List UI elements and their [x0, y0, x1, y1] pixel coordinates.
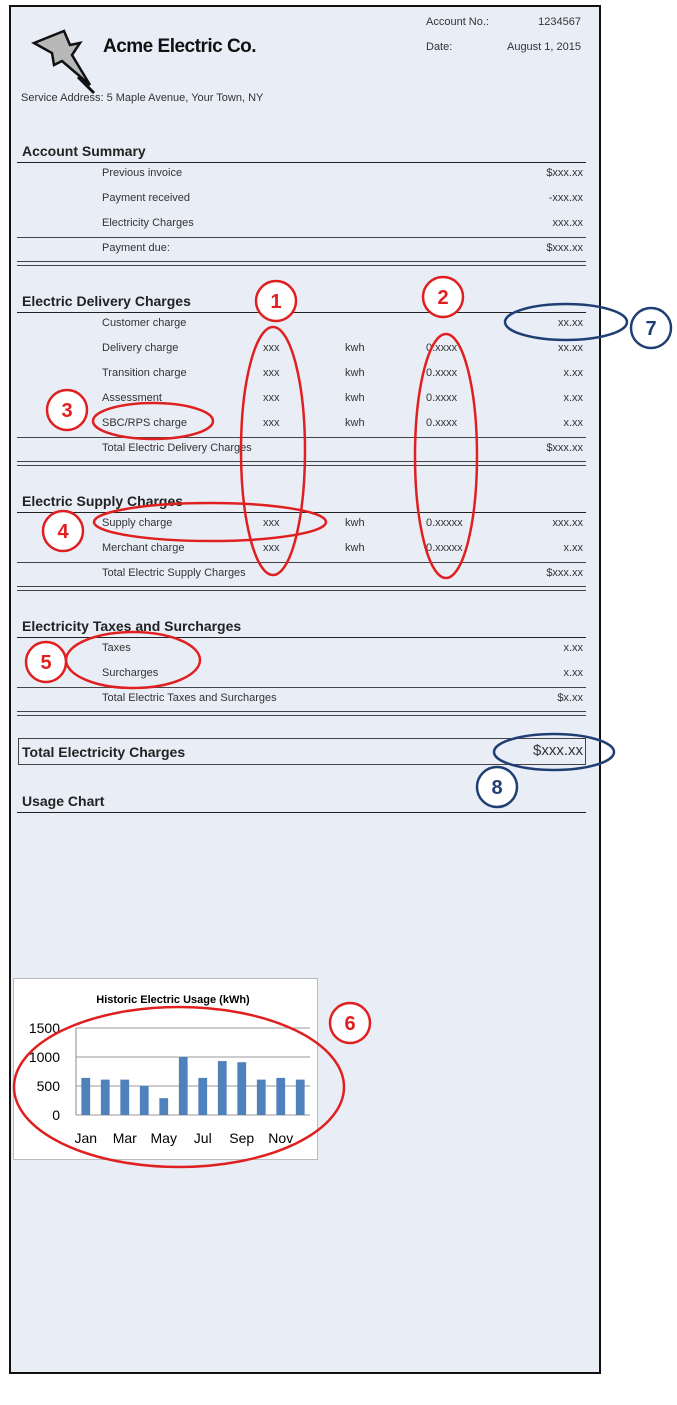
annot-number-5: 5 [40, 652, 52, 674]
delivery-row-label: Assessment [102, 392, 162, 404]
annot-ellipse-sbc-charge [93, 403, 213, 439]
usage-chart-title: Usage Chart [22, 793, 105, 809]
taxes-row-amount: x.xx [563, 667, 583, 679]
supply-row-qty: xxx [263, 517, 280, 529]
taxes-row-amount: x.xx [563, 642, 583, 654]
annot-ellipse-total [494, 734, 614, 770]
supply-row-rate: 0.xxxxx [426, 517, 463, 529]
taxes-row-label: Taxes [102, 642, 131, 654]
delivery-row-qty: xxx [263, 367, 280, 379]
delivery-row-unit: kwh [345, 342, 365, 354]
annot-number-2: 2 [437, 287, 449, 309]
payment-due-label: Payment due: [102, 242, 170, 254]
summary-row-label: Payment received [102, 192, 191, 204]
payment-due-amount: $xxx.xx [546, 242, 583, 254]
summary-row-amount: xxx.xx [552, 217, 583, 229]
account-number-label: Account No.: [426, 16, 489, 28]
delivery-row-unit: kwh [345, 417, 365, 429]
annot-ellipse-chart [14, 1007, 344, 1167]
chart-x-tick-label: May [150, 1130, 177, 1146]
supply-row-unit: kwh [345, 542, 365, 554]
taxes-row-label: Surcharges [102, 667, 159, 679]
delivery-row-label: SBC/RPS charge [102, 417, 187, 429]
taxes-total-amount: $x.xx [557, 692, 583, 704]
chart-x-tick-label: Mar [112, 1130, 137, 1146]
annot-number-6: 6 [344, 1013, 356, 1035]
annot-ellipse-customer-charge [505, 304, 627, 340]
delivery-row-qty: xxx [263, 342, 280, 354]
annot-number-8: 8 [491, 777, 503, 799]
date-label: Date: [426, 41, 453, 53]
annot-ellipse-supply-charge [94, 503, 326, 541]
total-charges-label: Total Electricity Charges [22, 744, 186, 760]
company-name: Acme Electric Co. [103, 36, 257, 57]
delivery-row-rate: 0.xxxx [426, 392, 458, 404]
supply-row-amount: x.xx [563, 542, 583, 554]
chart-x-tick-label: Jan [74, 1130, 98, 1146]
delivery-row-qty: xxx [263, 417, 280, 429]
delivery-row-unit: kwh [345, 392, 365, 404]
delivery-row-unit: kwh [345, 367, 365, 379]
account-number-value: 1234567 [538, 16, 581, 28]
supply-title: Electric Supply Charges [22, 493, 184, 509]
delivery-row-label: Delivery charge [102, 342, 179, 354]
summary-row-amount: $xxx.xx [546, 167, 583, 179]
supply-total-label: Total Electric Supply Charges [102, 567, 246, 579]
chart-x-tick-label: Sep [229, 1130, 255, 1146]
supply-row-label: Merchant charge [102, 542, 185, 554]
delivery-row-amount: xx.xx [557, 342, 583, 354]
taxes-total-label: Total Electric Taxes and Surcharges [102, 692, 277, 704]
delivery-total-amount: $xxx.xx [546, 442, 583, 454]
delivery-row-label: Customer charge [102, 317, 187, 329]
total-charges-amount: $xxx.xx [532, 742, 583, 759]
date-value: August 1, 2015 [506, 41, 581, 53]
delivery-row-amount: x.xx [563, 417, 583, 429]
chart-y-tick-label: 0 [52, 1107, 60, 1123]
delivery-row-rate: 0.xxxx [426, 367, 458, 379]
supply-row-amount: xxx.xx [552, 517, 583, 529]
annot-number-1: 1 [270, 291, 282, 313]
supply-row-unit: kwh [345, 517, 365, 529]
delivery-row-rate: 0.xxxx [426, 417, 458, 429]
summary-row-amount: -xxx.xx [548, 192, 583, 204]
account-summary-title: Account Summary [22, 143, 146, 159]
delivery-row-amount: x.xx [563, 392, 583, 404]
chart-title: Historic Electric Usage (kWh) [96, 994, 250, 1006]
supply-total-amount: $xxx.xx [546, 567, 583, 579]
supply-row-label: Supply charge [102, 517, 173, 529]
chart-y-tick-label: 1500 [28, 1020, 60, 1036]
annot-ellipse-taxes [66, 632, 200, 688]
annot-number-7: 7 [645, 318, 657, 340]
summary-row-label: Previous invoice [102, 167, 183, 179]
chart-y-tick-label: 1000 [28, 1049, 60, 1065]
summary-row-label: Electricity Charges [102, 217, 194, 229]
annot-number-3: 3 [61, 400, 73, 422]
delivery-total-label: Total Electric Delivery Charges [102, 442, 252, 454]
supply-row-qty: xxx [263, 542, 280, 554]
delivery-row-amount: xx.xx [557, 317, 583, 329]
annot-number-4: 4 [57, 521, 69, 543]
chart-x-tick-label: Nov [268, 1130, 294, 1146]
taxes-title: Electricity Taxes and Surcharges [22, 618, 242, 634]
delivery-row-qty: xxx [263, 392, 280, 404]
delivery-title: Electric Delivery Charges [22, 293, 191, 309]
delivery-row-rate: 0.xxxx [426, 342, 458, 354]
chart-y-tick-label: 500 [36, 1078, 60, 1094]
service-address: Service Address: 5 Maple Avenue, Your Town, NY [21, 92, 264, 104]
delivery-row-label: Transition charge [102, 367, 187, 379]
supply-row-rate: 0.xxxxx [426, 542, 463, 554]
annot-ellipse-rate-column [415, 334, 477, 578]
chart-x-tick-label: Jul [193, 1130, 212, 1146]
delivery-row-amount: x.xx [563, 367, 583, 379]
